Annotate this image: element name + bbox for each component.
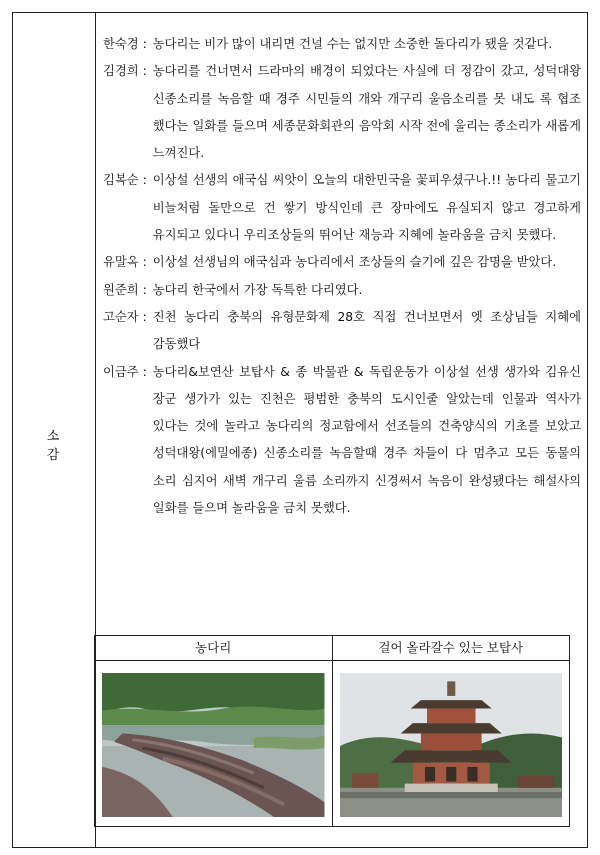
- entry-text: 진천 농다리 충북의 유형문화제 28호 직접 건너보면서 엣 조상님들 지혜에 감동했다: [152, 309, 581, 352]
- entry-4: 원준희 : 농다리 한국에서 가장 독특한 다리였다.: [103, 277, 581, 304]
- botapsa-photo: [340, 673, 563, 817]
- entry-1: 김경희 : 농다리를 건너면서 드라마의 배경이 되었다는 사실에 더 정감이 갔고, 성덕대왕 신종소리를 녹음할 때 경주 시민들의 개와 개구리 울음소리를 못 내도 록 협조 했다는 일화를 들으며 세종문화회관의 음악회 시작 전에 울리는 종소리가 새롭게 느껴진다.: [103, 58, 581, 167]
- entry-text: 농다리 한국에서 가장 독특한 다리였다.: [152, 282, 363, 297]
- entry-name: 유말옥: [103, 255, 139, 270]
- entry-6: 이금주 : 농다리&보연산 보탑사 & 종 박물관 & 독립운동가 이상설 선생 생가와 김유신 장군 생가가 있는 진천은 평범한 충북의 도시인줄 알았는데 인물과 역사가 있다는 것에 놀라고 농다리의 정교함에서 선조들의 건축양식의 기초를 보았고 성덕대왕(에밀에종) 신종소리를 녹음할때 경주 차들이 다 멈추고 모든 동물의 소리 심지어 새벽 개구리 울름 소리까지 신경써서 녹음이 완성됐다는 해설사의 일화를 들으며 놀라움을 금치 못했다.: [103, 359, 581, 523]
- entry-2: 김복순 : 이상설 선생의 애국심 씨앗이 오늘의 대한민국을 꽃피우셨구나.!! 농다리 물고기 비늘처럼 돌만으로 건 쌓기 방식인데 큰 장마에도 유실되지 않고 경고하게 유지되고 있다니 우리조상들의 뛰어난 재능과 지혜에 놀라움을 금치 못했다.: [103, 167, 581, 249]
- entry-text: 농다리는 비가 많이 내리면 건널 수는 없지만 소중한 돌다리가 됐을 것같다.: [152, 37, 553, 51]
- entry-name: 김경희: [103, 64, 139, 79]
- entry-name: 김복순: [103, 173, 139, 188]
- entry-5: 고순자 : 진천 농다리 충북의 유형문화제 28호 직접 건너보면서 엣 조상님들 지혜에 감동했다: [103, 304, 581, 359]
- entry-0: 한숙경 : 농다리는 비가 많이 내리면 건널 수는 없지만 소중한 돌다리가 됐을 것같다.: [103, 31, 581, 58]
- entry-name: 한숙경: [103, 37, 139, 51]
- nongdari-photo: [102, 673, 325, 817]
- entry-3: 유말옥 : 이상설 선생님의 애국심과 농다리에서 조상들의 슬기에 깊은 감명을 받았다.: [103, 249, 581, 276]
- entry-name: 고순자: [103, 309, 139, 324]
- caption-botapsa: 걸어 올라갈수 있는 보탑사: [378, 640, 524, 655]
- reflection-entries: [103, 31, 581, 522]
- entry-name: 원준희: [103, 282, 139, 297]
- photo-table: [94, 635, 570, 827]
- photo-caption-row: [95, 636, 569, 661]
- entry-text: 이상설 선생의 애국심 씨앗이 오늘의 대한민국을 꽃피우셨구나.!! 농다리 물고기 비늘처럼 돌만으로 건 쌓기 방식인데 큰 장마에도 유실되지 않고 경고하게 유지되고 있다니 우리조상들의 뛰어난 재능과 지혜에 놀라움을 금치 못했다.: [152, 173, 581, 243]
- entry-text: 농다리&보연산 보탑사 & 종 박물관 & 독립운동가 이상설 선생 생가와 김유신 장군 생가가 있는 진천은 평범한 충북의 도시인줄 알았는데 인물과 역사가 있다는 것에 놀라고 농다리의 정교함에서 선조들의 건축양식의 기초를 보았고 성덕대왕(에밀에종) 신종소리를 녹음할때 경주 차들이 다 멈추고 모든 동물의 소리 심지어 새벽 개구리 울름 소리까지 신경써서 녹음이 완성됐다는 해설사의 일화를 들으며 놀라움을 금치 못했다.: [152, 364, 581, 516]
- entry-text: 농다리를 건너면서 드라마의 배경이 되었다는 사실에 더 정감이 갔고, 성덕대왕 신종소리를 녹음할 때 경주 시민들의 개와 개구리 울음소리를 못 내도 록 협조 했다는 일화를 들으며 세종문화회관의 음악회 시작 전에 울리는 종소리가 새롭게 느껴진다.: [152, 64, 581, 161]
- section-label: 소 감: [46, 429, 84, 463]
- entry-text: 이상설 선생님의 애국심과 농다리에서 조상들의 슬기에 깊은 감명을 받았다.: [152, 255, 557, 270]
- entry-name: 이금주: [103, 364, 139, 379]
- caption-nongdari: 농다리: [95, 636, 333, 660]
